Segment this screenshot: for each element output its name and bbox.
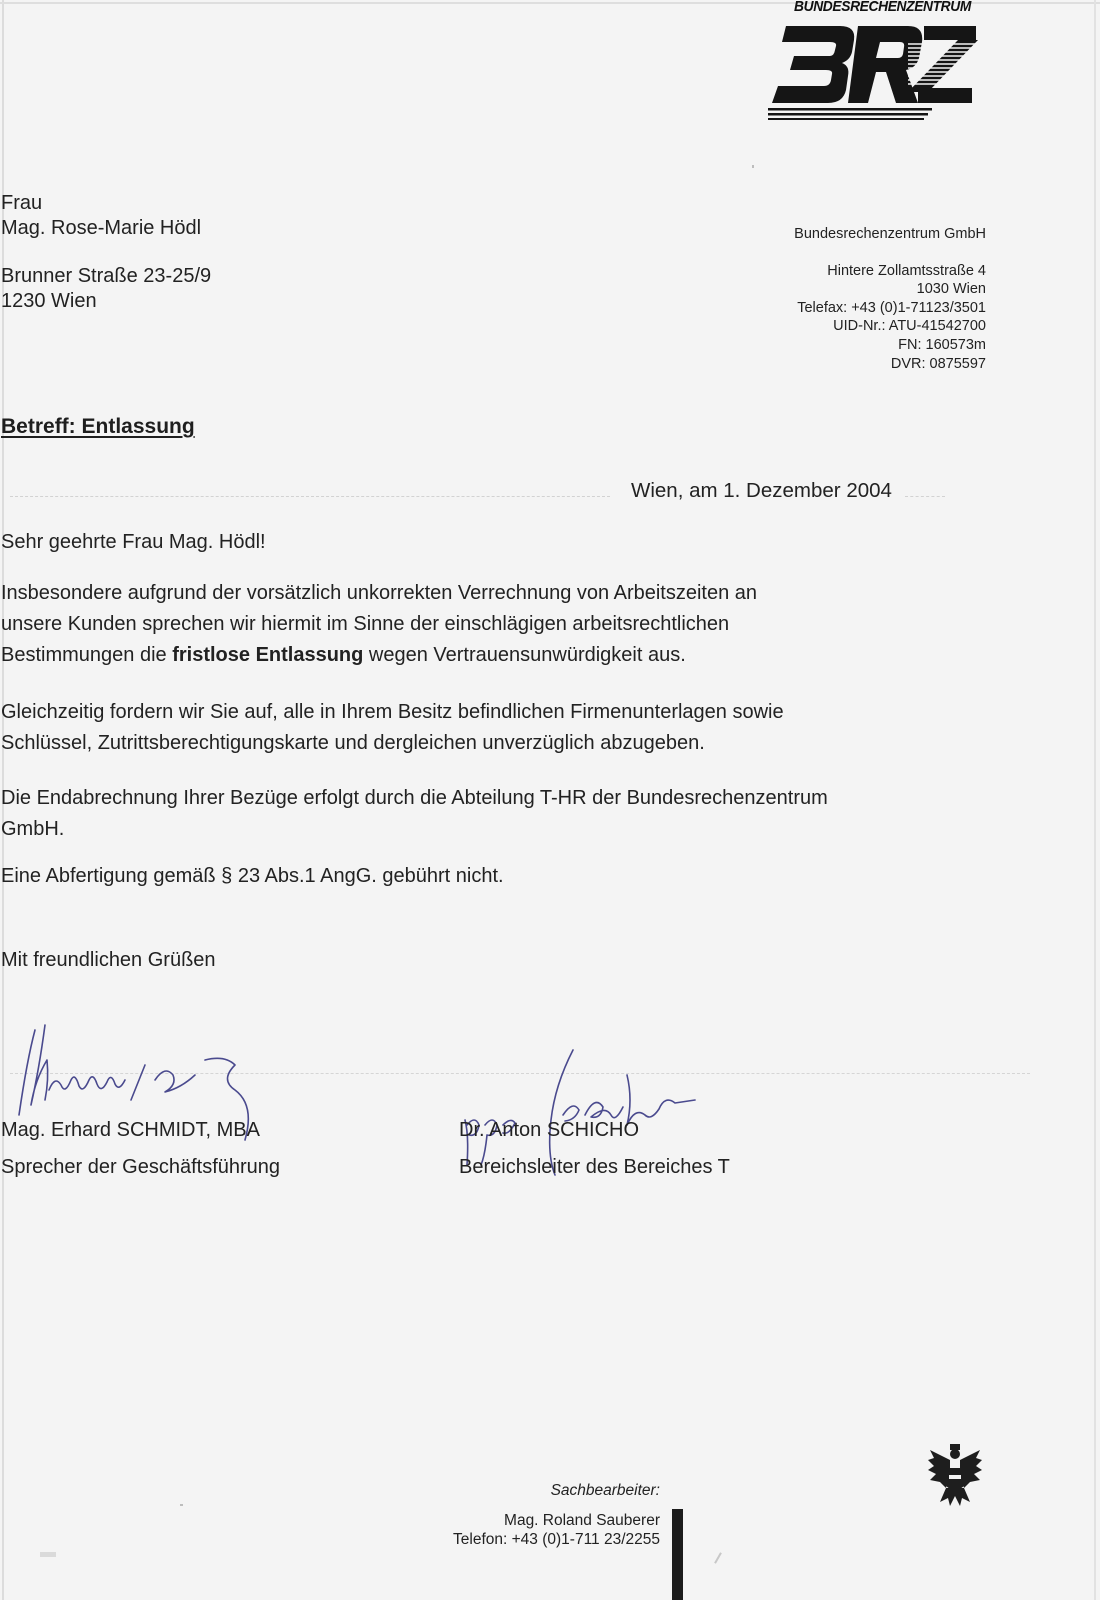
recipient-city: 1230 Wien [1, 289, 97, 312]
body-paragraph-4: Eine Abfertigung gemäß § 23 Abs.1 AngG. gebührt nicht. [1, 865, 504, 887]
signatory-title: Sprecher der Geschäftsführung [1, 1156, 281, 1178]
signatory-name: Dr. Anton SCHICHO [459, 1119, 640, 1141]
fold-mark-line-right [905, 496, 945, 498]
subject-line: Betreff: Entlassung [1, 415, 195, 438]
signatory-name: Mag. Erhard SCHMIDT, MBA [1, 1119, 260, 1141]
clerk-name: Mag. Roland Sauberer [504, 1512, 660, 1529]
body-paragraph-2: Gleichzeitig fordern wir Sie auf, alle in Ihrem Besitz befindlichen Firmenunterlagen sowie Schlüssel, Zutrittsberechtigungskarte und dergleichen unverzüglich abzugeben. [1, 701, 784, 754]
scan-speck [40, 1552, 56, 1557]
sender-fax: Telefax: +43 (0)1-71123/3501 [797, 299, 986, 316]
letter-date: Wien, am 1. Dezember 2004 [631, 479, 892, 502]
closing-phrase: Mit freundlichen Grüßen [1, 949, 216, 971]
recipient-salutation-line: Frau [1, 192, 43, 214]
sender-dvr: DVR: 0875597 [890, 355, 986, 372]
sender-uid: UID-Nr.: ATU-41542700 [833, 318, 986, 335]
signatory-title: Bereichsleiter des Bereiches T [459, 1156, 730, 1178]
sender-street: Hintere Zollamtsstraße 4 [827, 262, 986, 279]
page-edge-right [1094, 0, 1096, 1600]
recipient-address-block [1, 191, 211, 313]
clerk-label: Sachbearbeiter: [550, 1482, 660, 1499]
sender-address-block [794, 225, 986, 373]
emphasis-fristlose-entlassung: fristlose Entlassung [172, 644, 364, 666]
clerk-block [453, 1481, 660, 1549]
scan-speck [714, 1552, 722, 1563]
austrian-eagle-coat-of-arms-icon [926, 1442, 984, 1508]
brz-logo [768, 0, 988, 135]
brz-logo-icon [768, 0, 988, 135]
signatory-schicho [459, 1112, 730, 1186]
fold-mark-line [10, 496, 610, 498]
clerk-phone: Telefon: +43 (0)1-711 23/2255 [453, 1531, 660, 1548]
recipient-street: Brunner Straße 23-25/9 [1, 265, 212, 287]
salutation: Sehr geehrte Frau Mag. Hödl! [1, 531, 266, 553]
footer-black-bar [672, 1509, 683, 1600]
sender-company: Bundesrechenzentrum GmbH [794, 226, 986, 242]
logo-title: BUNDESRECHENZENTRUM [794, 0, 972, 15]
sender-fn: FN: 160573m [898, 336, 986, 353]
sender-city: 1030 Wien [916, 281, 986, 298]
body-paragraph-1: Insbesondere aufgrund der vorsätzlich unkorrekten Verrechnung von Arbeitszeiten an unsere Kunden sprechen wir hiermit im Sinne der einschlägigen arbeitsrechtlichen Bestimmungen die fristlose Entlassung wegen Vertrauensunwürdigkeit aus. [1, 582, 758, 666]
body-paragraph-3: Die Endabrechnung Ihrer Bezüge erfolgt durch die Abteilung T-HR der Bundesrechenzentrum GmbH. [1, 787, 828, 840]
signatory-schmidt [1, 1112, 280, 1186]
recipient-name: Mag. Rose-Marie Hödl [1, 216, 202, 239]
scan-speck [180, 1504, 183, 1506]
scan-speck [752, 165, 754, 168]
